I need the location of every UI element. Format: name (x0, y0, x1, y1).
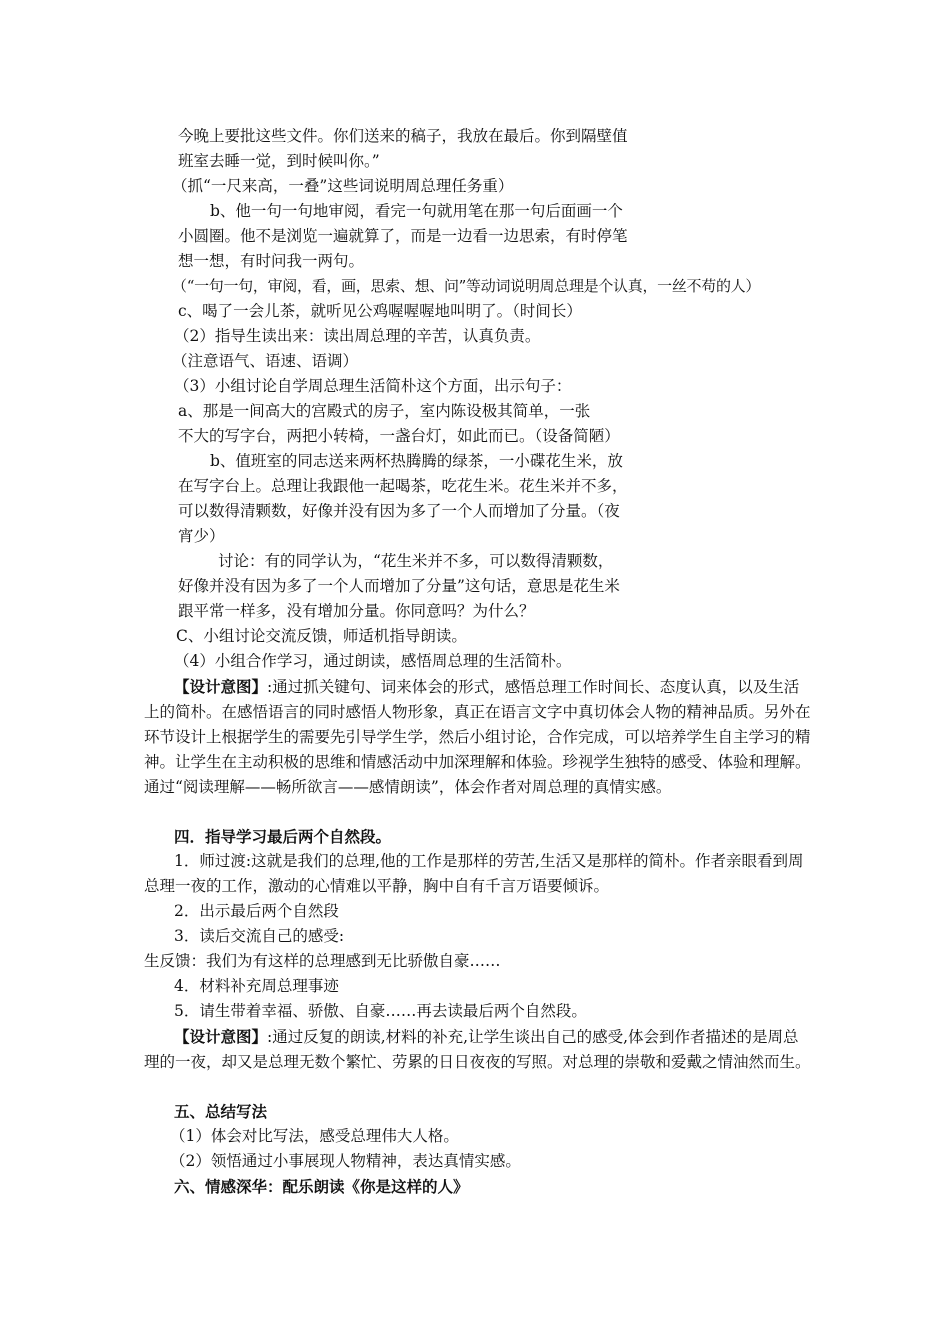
paragraph: 4．材料补充周总理事迹 (174, 977, 339, 995)
text-line: 讨论：有的同学认为，“花生米并不多，可以数得清颗数， (218, 552, 614, 570)
paragraph: 5．请生带着幸福、骄傲、自豪……再去读最后两个自然段。 (174, 1002, 587, 1020)
text-line: （“一句一句，审阅，看，画，思索、想、问”等动词说明周总理是个认真，一丝不苟的人） (172, 277, 761, 295)
text-line: C、小组讨论交流反馈，师适机指导朗读。 (176, 627, 467, 645)
section-heading: 六、情感深华：配乐朗读《你是这样的人》 (174, 1177, 469, 1196)
text-line: 宵少） (178, 527, 225, 545)
text-line: 想一想，有时问我一两句。 (178, 252, 365, 270)
text-line: 在写字台上。总理让我跟他一起喝茶，吃花生米。花生米并不多， (178, 477, 628, 495)
text-line: （抓“一尺来高，一叠”这些词说明周总理任务重） (172, 177, 514, 195)
design-intent-label: 【设计意图】 (174, 1027, 268, 1046)
text-line: 可以数得清颗数，好像并没有因为多了一个人而增加了分量。（夜 (178, 502, 620, 520)
paragraph: 1．师过渡:这就是我们的总理,他的工作是那样的劳苦,生活又是那样的简朴。作者亲眼看到周总理一夜的工作，激动的心情难以平静，胸中自有千言万语要倾诉。 (144, 852, 804, 895)
text-line: a、那是一间高大的宫殿式的房子，室内陈设极其简单，一张 (178, 402, 591, 420)
text-line: 不大的写字台，两把小转椅，一盏台灯，如此而已。（设备简陋） (178, 427, 620, 445)
paragraph: 3．读后交流自己的感受: (174, 927, 345, 945)
section-heading: 五、总结写法 (174, 1102, 268, 1121)
text-line: 班室去睡一觉，到时候叫你。” (178, 152, 380, 170)
text-line: b、值班室的同志送来两杯热腾腾的绿茶，一小碟花生米，放 (210, 452, 623, 470)
design-intent-text: :通过反复的朗读,材料的补充,让学生谈出自己的感受,体会到作者描述的是周总理的一夜，却又是总理无数个繁忙、劳累的日日夜夜的写照。对总理的崇敬和爱戴之情油然而生。 (144, 1028, 811, 1071)
section-heading: 四．指导学习最后两个自然段。 (174, 827, 392, 846)
text-line: 小圆圈。他不是浏览一遍就算了，而是一边看一边思索，有时停笔 (178, 227, 628, 245)
text-line: （4）小组合作学习，通过朗读，感悟周总理的生活简朴。 (174, 652, 572, 670)
design-intent-paragraph (144, 1024, 812, 1075)
text-line: 跟平常一样多，没有增加分量。你同意吗？为什么？ (178, 602, 535, 620)
design-intent-label: 【设计意图】 (174, 677, 268, 696)
text-line: （注意语气、语速、语调） (172, 352, 359, 370)
paragraph: （2）领悟通过小事展现人物精神，表达真情实感。 (170, 1152, 521, 1170)
text-line: c、喝了一会儿茶，就听见公鸡喔喔喔地叫明了。（时间长） (178, 302, 582, 320)
paragraph: 2．出示最后两个自然段 (174, 902, 339, 920)
paragraph: 生反馈：我们为有这样的总理感到无比骄傲自豪…… (144, 952, 501, 970)
design-intent-paragraph (144, 674, 812, 800)
text-line: （3）小组讨论自学周总理生活简朴这个方面，出示句子： (174, 377, 572, 395)
paragraph: （1）体会对比写法，感受总理伟大人格。 (170, 1127, 459, 1145)
design-intent-text: :通过抓关键句、词来体会的形式，感悟总理工作时间长、态度认真，以及生活上的简朴。在感悟语言的同时感悟人物形象，真正在语言文字中真切体会人物的精神品质。另外在环节设计上根据学生的需要先引导学生学，然后小组讨论，合作完成，可以培养学生自主学习的精神。让学生在主动积极的思维和情感活动中加深理解和体验。珍视学生独特的感受、体验和理解。通过“阅读理解——畅所欲言——感情朗读”，体会作者对周总理的真情实感。 (144, 678, 811, 796)
text-line: （2）指导生读出来：读出周总理的辛苦，认真负责。 (174, 327, 541, 345)
text-line: 今晚上要批这些文件。你们送来的稿子，我放在最后。你到隔壁值 (178, 127, 628, 145)
text-line: 好像并没有因为多了一个人而增加了分量”这句话，意思是花生米 (178, 577, 620, 595)
text-line: b、他一句一句地审阅，看完一句就用笔在那一句后面画一个 (210, 202, 623, 220)
